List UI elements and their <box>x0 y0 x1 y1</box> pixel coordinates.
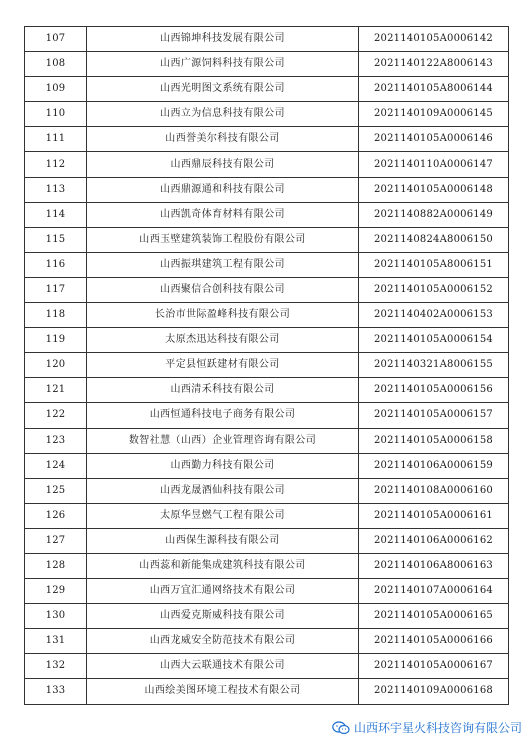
registration-code-cell: 2021140105A0006154 <box>359 328 509 353</box>
table-row <box>25 27 509 52</box>
registration-code-cell: 2021140106A0006159 <box>359 453 509 478</box>
row-number-cell: 124 <box>25 453 87 478</box>
row-number-cell: 130 <box>25 604 87 629</box>
registration-code-cell: 2021140321A8006155 <box>359 353 509 378</box>
row-number-cell: 133 <box>25 679 87 704</box>
row-number-cell: 125 <box>25 478 87 503</box>
row-number-cell: 126 <box>25 503 87 528</box>
row-number-cell: 119 <box>25 328 87 353</box>
table-row <box>25 52 509 77</box>
company-name-cell: 山西爱克斯威科技有限公司 <box>87 604 359 629</box>
registration-code-cell: 2021140105A0006148 <box>359 177 509 202</box>
row-number-cell: 120 <box>25 353 87 378</box>
company-name-cell: 太原杰迅达科技有限公司 <box>87 328 359 353</box>
row-number-cell: 107 <box>25 27 87 52</box>
company-name-cell: 山西玉壁建筑装饰工程股份有限公司 <box>87 227 359 252</box>
company-name-cell: 山西龙威安全防范技术有限公司 <box>87 629 359 654</box>
table-row <box>25 328 509 353</box>
registration-code-cell: 2021140882A0006149 <box>359 202 509 227</box>
registration-code-cell: 2021140109A0006145 <box>359 102 509 127</box>
row-number-cell: 110 <box>25 102 87 127</box>
table-row <box>25 202 509 227</box>
registration-code-cell: 2021140122A8006143 <box>359 52 509 77</box>
table-row <box>25 528 509 553</box>
company-name-cell: 山西誉美尔科技有限公司 <box>87 127 359 152</box>
row-number-cell: 113 <box>25 177 87 202</box>
table-row <box>25 127 509 152</box>
row-number-cell: 129 <box>25 579 87 604</box>
registration-code-cell: 2021140105A0006157 <box>359 403 509 428</box>
registration-code-cell: 2021140105A0006161 <box>359 503 509 528</box>
company-name-cell: 山西清禾科技有限公司 <box>87 378 359 403</box>
registration-code-cell: 2021140105A0006152 <box>359 277 509 302</box>
row-number-cell: 123 <box>25 428 87 453</box>
registration-code-cell: 2021140109A0006168 <box>359 679 509 704</box>
table-row <box>25 403 509 428</box>
table-row <box>25 478 509 503</box>
table-row <box>25 453 509 478</box>
table-row <box>25 353 509 378</box>
wechat-account-watermark <box>332 719 522 736</box>
registration-code-cell: 2021140105A8006151 <box>359 252 509 277</box>
company-name-cell: 山西勤力科技有限公司 <box>87 453 359 478</box>
company-name-cell: 山西锦坤科技发展有限公司 <box>87 27 359 52</box>
table-row <box>25 177 509 202</box>
registration-code-cell: 2021140105A0006146 <box>359 127 509 152</box>
table-row <box>25 227 509 252</box>
row-number-cell: 115 <box>25 227 87 252</box>
company-name-cell: 山西光明图文系统有限公司 <box>87 77 359 102</box>
row-number-cell: 117 <box>25 277 87 302</box>
row-number-cell: 118 <box>25 303 87 328</box>
table-row <box>25 303 509 328</box>
company-name-cell: 山西绘美图环境工程技术有限公司 <box>87 679 359 704</box>
table-body <box>25 27 509 705</box>
watermark-text: 山西环宇星火科技咨询有限公司 <box>353 721 522 735</box>
company-name-cell: 山西蕊和新能集成建筑科技有限公司 <box>87 553 359 578</box>
registration-code-cell: 2021140105A0006165 <box>359 604 509 629</box>
table-row <box>25 152 509 177</box>
row-number-cell: 128 <box>25 553 87 578</box>
row-number-cell: 114 <box>25 202 87 227</box>
company-name-cell: 山西保生源科技有限公司 <box>87 528 359 553</box>
company-name-cell: 山西广源饲料科技有限公司 <box>87 52 359 77</box>
registration-code-cell: 2021140106A0006162 <box>359 528 509 553</box>
row-number-cell: 111 <box>25 127 87 152</box>
registration-code-cell: 2021140105A0006166 <box>359 629 509 654</box>
company-name-cell: 山西鼎辰科技有限公司 <box>87 152 359 177</box>
registration-code-cell: 2021140402A0006153 <box>359 303 509 328</box>
company-name-cell: 山西万宜汇通网络技术有限公司 <box>87 579 359 604</box>
registration-code-cell: 2021140105A8006144 <box>359 77 509 102</box>
registration-code-cell: 2021140105A0006142 <box>359 27 509 52</box>
company-name-cell: 山西立为信息科技有限公司 <box>87 102 359 127</box>
registration-code-cell: 2021140105A0006158 <box>359 428 509 453</box>
table-row <box>25 629 509 654</box>
row-number-cell: 132 <box>25 654 87 679</box>
table-row <box>25 428 509 453</box>
registration-code-cell: 2021140106A8006163 <box>359 553 509 578</box>
registration-code-cell: 2021140107A0006164 <box>359 579 509 604</box>
registration-code-cell: 2021140105A0006167 <box>359 654 509 679</box>
wechat-icon <box>332 721 350 735</box>
row-number-cell: 121 <box>25 378 87 403</box>
table-row <box>25 277 509 302</box>
company-name-cell: 山西凯奇体育材料有限公司 <box>87 202 359 227</box>
table-row <box>25 503 509 528</box>
row-number-cell: 131 <box>25 629 87 654</box>
row-number-cell: 108 <box>25 52 87 77</box>
row-number-cell: 122 <box>25 403 87 428</box>
table-row <box>25 679 509 704</box>
company-name-cell: 数智社慧（山西）企业管理咨询有限公司 <box>87 428 359 453</box>
company-name-cell: 平定县恒跃建材有限公司 <box>87 353 359 378</box>
row-number-cell: 116 <box>25 252 87 277</box>
company-list-table-container <box>24 26 508 705</box>
registration-code-cell: 2021140824A8006150 <box>359 227 509 252</box>
table-row <box>25 102 509 127</box>
company-name-cell: 太原华昱燃气工程有限公司 <box>87 503 359 528</box>
row-number-cell: 127 <box>25 528 87 553</box>
table-row <box>25 604 509 629</box>
registration-code-cell: 2021140108A0006160 <box>359 478 509 503</box>
table-row <box>25 579 509 604</box>
table-row <box>25 378 509 403</box>
company-name-cell: 山西恒通科技电子商务有限公司 <box>87 403 359 428</box>
company-name-cell: 山西龙晟酒仙科技有限公司 <box>87 478 359 503</box>
company-name-cell: 山西振琪建筑工程有限公司 <box>87 252 359 277</box>
table-row <box>25 77 509 102</box>
row-number-cell: 112 <box>25 152 87 177</box>
registration-code-cell: 2021140105A0006156 <box>359 378 509 403</box>
company-name-cell: 山西鼎源通和科技有限公司 <box>87 177 359 202</box>
company-name-cell: 山西大云联通技术有限公司 <box>87 654 359 679</box>
table-row <box>25 553 509 578</box>
row-number-cell: 109 <box>25 77 87 102</box>
company-name-cell: 长治市世际盈峰科技有限公司 <box>87 303 359 328</box>
company-name-cell: 山西聚信合创科技有限公司 <box>87 277 359 302</box>
table-row <box>25 252 509 277</box>
table-row <box>25 654 509 679</box>
company-list-table <box>24 26 509 705</box>
registration-code-cell: 2021140110A0006147 <box>359 152 509 177</box>
